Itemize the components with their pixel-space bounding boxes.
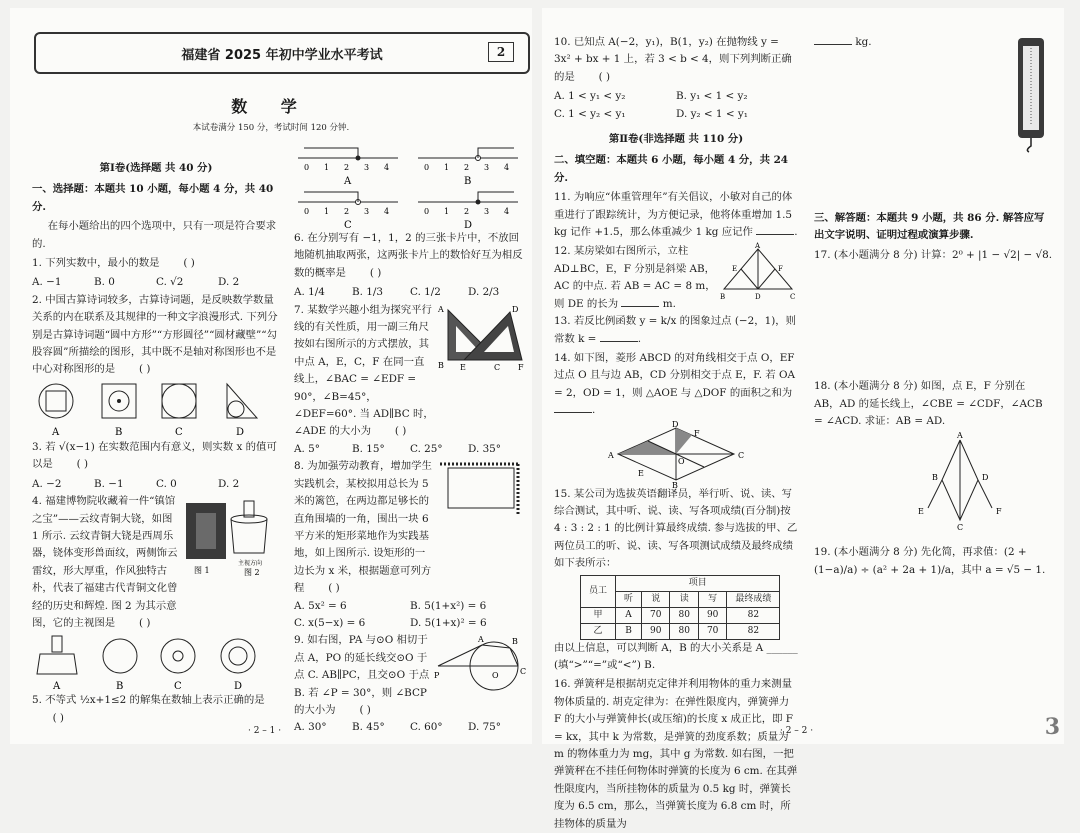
table-group-header: 项目 — [616, 575, 780, 591]
q10-choice-d: D. y₂ < 1 < y₁ — [676, 107, 748, 120]
svg-text:1: 1 — [324, 207, 330, 216]
q14-answer-blank[interactable] — [554, 402, 592, 413]
exam-note: 本试卷满分 150 分，考试时间 120 分钟. — [192, 123, 350, 133]
table-row: 甲 A 70 80 90 82 — [581, 607, 780, 623]
svg-text:F: F — [694, 428, 700, 438]
svg-text:F: F — [518, 362, 524, 372]
q5-label-b: B — [464, 176, 472, 187]
q17-answer-space[interactable] — [814, 266, 1054, 378]
footer-right: · 2 – 2 · — [780, 726, 814, 736]
q10-choice-c: C. 1 < y₂ < y₁ — [554, 107, 626, 120]
svg-text:D: D — [512, 304, 519, 314]
q16-unit-line — [814, 36, 872, 48]
shaded-triangle-aoe — [618, 441, 676, 454]
q5-label-d: D — [464, 220, 473, 231]
spring-scale-hook — [1027, 138, 1031, 152]
svg-text:3: 3 — [364, 163, 370, 172]
question-15 — [554, 486, 798, 573]
q2-label-c: C — [175, 426, 183, 438]
left-column-2 — [294, 144, 526, 737]
svg-text:O: O — [678, 456, 685, 466]
question-3 — [32, 439, 280, 474]
q3-paren: ( ) — [76, 458, 89, 471]
svg-text:E: E — [732, 265, 738, 274]
svg-text:4: 4 — [384, 163, 390, 172]
q5-number-lines — [294, 144, 526, 230]
q6-stem: 6. 在分别写有 −1，1，2 的三张卡片中，不放回地随机抽取两张，这两张卡片上的数恰好互为相反数的概率是 — [294, 232, 523, 279]
table-corner: 员工 — [581, 575, 616, 607]
section1-note: 在每小题给出的四个选项中，只有一项是符合要求的. — [32, 220, 277, 250]
svg-text:1: 1 — [444, 207, 450, 216]
svg-text:B: B — [512, 637, 518, 647]
q16-continued-text — [814, 34, 1010, 206]
exam-page-left — [10, 8, 532, 744]
q7-choice-c: C. 25° — [410, 442, 443, 455]
q9-stem-wrap — [294, 632, 434, 719]
svg-text:D: D — [755, 293, 761, 302]
q4-stem: 4. 福建博物院收藏着一件“镇馆之宝”——云纹青铜大铙，如图 1 所示. 云纹青铜大铙是西周乐器，铙体变形兽面纹，两侧饰云雷纹，形大厚重，作风独特古朴，代表了福建古代青铜文化曾经的历史和辉煌. 图 2 为其示意图，它的主视图是 — [32, 495, 178, 629]
svg-text:B: B — [720, 293, 726, 302]
q8-fence-figure — [434, 458, 526, 518]
q2-label-d: D — [236, 426, 245, 438]
q2-label-a: A — [52, 426, 60, 438]
svg-text:D: D — [982, 473, 989, 483]
svg-text:0: 0 — [424, 163, 430, 172]
q4-fig2-direction: 主视方向 — [238, 560, 263, 568]
svg-text:3: 3 — [364, 207, 370, 216]
q15-score-table — [580, 575, 780, 640]
question-1 — [32, 255, 280, 272]
q1-stem: 1. 下列实数中，最小的数是 — [32, 257, 160, 270]
svg-text:2: 2 — [464, 163, 470, 172]
q11-stem: 11. 为响应“体重管理年”有关倡议，小敏对自己的体重进行了跟踪统计，为方便记录，他将体重增加 1.5 kg 记作 +1.5，那么体重减少 1 kg 应记作 — [554, 191, 793, 239]
q13-answer-blank[interactable] — [600, 331, 638, 342]
q12-beam-figure — [718, 243, 798, 303]
q2-figures — [32, 381, 272, 439]
q8-paren: ( ) — [328, 582, 340, 595]
q7-stem-wrap — [294, 302, 434, 441]
table-row — [581, 575, 780, 591]
svg-text:C: C — [520, 667, 527, 677]
q5-stem: 5. 不等式 ½x+1≤2 的解集在数轴上表示正确的是 — [32, 694, 265, 707]
exam-title: 福建省 2025 年初中学业水平考试 — [181, 48, 383, 63]
q4-label-d: D — [234, 681, 243, 693]
svg-text:C: C — [957, 523, 964, 533]
question-13: 13. 若反比例函数 y = k/x 的图象过点 (−2，1)，则常数 k = . — [554, 315, 797, 345]
svg-text:O: O — [492, 671, 499, 681]
q1-choices — [32, 274, 280, 291]
question-9 — [294, 632, 526, 719]
q18-figure — [814, 431, 1054, 533]
exam-number-box: 2 — [488, 42, 514, 62]
q10-choice-b: B. y₁ < 1 < y₂ — [676, 90, 748, 103]
q6-paren: ( ) — [369, 266, 382, 279]
q15-stem: 15. 某公司为选拔英语翻译员，举行听、说、读、写综合测试，其中听、说、读、写各项成绩(百分制)按 4 : 3 : 2 : 1 的比例计算最终成绩. 参与选拔的甲、乙两位员工的听、说、读、写各项测试成绩及最终成绩如下表所示： — [554, 487, 798, 570]
q2-figure-c — [162, 384, 196, 418]
svg-text:A: A — [957, 431, 963, 441]
q9-paren: ( ) — [359, 703, 371, 716]
q4-figures — [182, 493, 278, 583]
q3-choice-b: B. −1 — [94, 477, 124, 490]
svg-text:4: 4 — [384, 207, 390, 216]
q4-paren: ( ) — [139, 616, 151, 629]
svg-text:3: 3 — [484, 163, 490, 172]
q4-fig2-body — [231, 519, 267, 553]
question-8 — [294, 458, 526, 597]
q7-choice-a: A. 5° — [294, 442, 320, 455]
q9-circle-figure — [434, 632, 526, 702]
svg-text:0: 0 — [424, 207, 430, 216]
q2-figure-d — [227, 384, 257, 418]
q9-choices — [294, 719, 526, 736]
q16-continued — [814, 34, 1054, 206]
svg-text:A: A — [755, 242, 761, 251]
svg-text:0: 0 — [304, 207, 310, 216]
part1-title: 第Ⅰ卷(选择题 共 40 分) — [99, 162, 213, 174]
question-5 — [32, 692, 280, 727]
right-column-2 — [814, 34, 1054, 641]
svg-text:A: A — [478, 635, 484, 645]
q1-choice-d: D. 2 — [218, 276, 240, 289]
q8-choice-c: C. x(5−x) = 6 — [294, 616, 366, 629]
q12-unit: m. — [662, 297, 676, 310]
svg-text:C: C — [494, 362, 501, 372]
q1-choice-c: C. √2 — [156, 276, 184, 289]
q9-choice-a: A. 30° — [294, 721, 327, 734]
q5-paren: ( ) — [52, 711, 64, 724]
q4-choice-d-figure — [221, 639, 255, 673]
q5-line-b — [418, 148, 518, 187]
question-17: 17. (本小题满分 8 分) 计算：2⁰ + |1 − √2| − √8. — [814, 248, 1053, 261]
section3-heading: 三、解答题：本题共 9 小题，共 86 分. 解答应写出文字说明、证明过程或演算步骤. — [814, 212, 1045, 242]
q10-stem: 10. 已知点 A(−2，y₁)，B(1，y₂) 在抛物线 y = 3x² + bx + 1 上，若 3 < b < 4，则下列判断正确的是 — [554, 36, 792, 83]
q12-stem: 12. 某房梁如右图所示，立柱 AD⊥BC，E，F 分别是斜梁 AB，AC 的中点. 若 AB = AC = 8 m，则 DE 的长为 — [554, 245, 716, 310]
svg-text:E: E — [638, 468, 644, 478]
svg-text:4: 4 — [504, 163, 510, 172]
svg-text:D: D — [672, 419, 679, 429]
q7-choice-d: D. 35° — [468, 442, 501, 455]
question-7 — [294, 302, 526, 441]
svg-text:2: 2 — [344, 207, 350, 216]
svg-text:1: 1 — [324, 163, 330, 172]
q1-paren: ( ) — [183, 257, 195, 270]
svg-text:B: B — [932, 473, 938, 483]
q2-label-b: B — [115, 426, 123, 438]
spring-scale-figure — [1010, 34, 1050, 154]
page-number: 3 — [1044, 714, 1060, 740]
q2-paren: ( ) — [139, 363, 151, 376]
footer-left: · 2 – 1 · — [248, 726, 282, 736]
svg-text:4: 4 — [504, 207, 510, 216]
q4-fig2-label: 图 2 — [244, 568, 260, 578]
question-14: 14. 如下图，菱形 ABCD 的对角线相交于点 O，EF 过点 O 且与边 AB，CD 分别相交于点 E，F. 若 OA = 2，OD = 1，则 △AOE 与 △DOF 的面积之和为 . — [554, 351, 796, 417]
q9-choice-b: B. 45° — [352, 721, 385, 734]
q4-label-b: B — [116, 681, 124, 693]
question-10 — [554, 34, 798, 86]
q15-after-text: 由以上信息，可以判断 A，B 的大小关系是 A ______ (填“>”“=”或“<”) B. — [554, 641, 798, 671]
q4-choice-figures — [32, 632, 272, 692]
q9-choice-c: C. 60° — [410, 721, 443, 734]
q10-choices — [554, 88, 798, 123]
q3-choices — [32, 476, 280, 493]
q1-choice-b: B. 0 — [94, 276, 115, 289]
q8-choice-b: B. 5(1+x²) = 6 — [410, 599, 487, 612]
svg-text:B: B — [438, 360, 444, 370]
exam-page-right — [542, 8, 1064, 830]
question-11: 11. 为响应“体重管理年”有关倡议，小敏对自己的体重进行了跟踪统计，为方便记录，他将体重增加 1.5 kg 记作 +1.5，那么体重减少 1 kg 应记作 . — [554, 191, 798, 239]
svg-text:2: 2 — [464, 207, 470, 216]
q18-answer-space[interactable] — [814, 522, 1054, 544]
q16-answer-blank[interactable] — [814, 34, 852, 45]
svg-text:P: P — [434, 671, 440, 681]
q4-choice-a-figure — [37, 636, 77, 674]
q3-choice-d: D. 2 — [218, 477, 240, 490]
question-4 — [32, 493, 280, 632]
svg-text:A: A — [608, 450, 614, 460]
q7-triangles-figure — [434, 302, 526, 376]
section2-heading: 二、填空题：本题共 6 小题，每小题 4 分，共 24 分. — [554, 154, 789, 184]
table-row: 听 说 读 写 最终成绩 — [581, 591, 780, 607]
q8-choices — [294, 598, 526, 633]
question-19: 19. (本小题满分 8 分) 先化简，再求值：(2 + (1−a)/a) ÷ (a² + 2a + 1)/a，其中 a = √5 − 1. — [814, 546, 1046, 576]
q11-answer-blank[interactable] — [756, 224, 794, 235]
q19-answer-space[interactable] — [814, 581, 1054, 641]
q8-choice-a: A. 5x² = 6 — [294, 599, 347, 612]
q14-stem: 14. 如下图，菱形 ABCD 的对角线相交于点 O，EF 过点 O 且与边 AB，CD 分别相交于点 E，F. 若 OA = 2，OD = 1，则 △AOE 与 △DOF 的面积之和为 — [554, 351, 796, 399]
part2-title: 第Ⅱ卷(非选择题 共 110 分) — [608, 133, 744, 146]
q7-paren: ( ) — [394, 425, 407, 438]
q6-choice-b: B. 1/3 — [352, 286, 383, 299]
question-2 — [32, 292, 280, 379]
q8-choice-d: D. 5(1+x)² = 6 — [410, 616, 487, 629]
q4-label-c: C — [174, 681, 182, 693]
q14-rhombus-figure — [554, 419, 798, 490]
q2-figure-a — [39, 384, 73, 418]
svg-text:C: C — [790, 293, 796, 302]
svg-text:E: E — [918, 507, 924, 517]
q5-line-d — [418, 192, 518, 231]
q5-line-c — [298, 192, 398, 231]
q4-fig1-label: 图 1 — [194, 566, 210, 576]
q4-label-a: A — [53, 681, 61, 693]
q3-choice-c: C. 0 — [156, 477, 177, 490]
q13-stem: 13. 若反比例函数 y = k/x 的图象过点 (−2，1)，则常数 k = — [554, 315, 797, 345]
q8-stem-wrap — [294, 458, 434, 597]
q3-stem: 3. 若 √(x−1) 在实数范围内有意义，则实数 x 的值可以是 — [32, 440, 277, 471]
q16-stem: 16. 弹簧秤是根据胡克定律并利用物体的重力来测量物体质量的. 胡克定律为：在弹性限度内，弹簧弹力 F 的大小与弹簧伸长(或压缩)的长度 x 成正比，即 F = kx，其中 k 为常数，是弹簧的劲度系数；质量为 m 的物体重力为 mg，其中 g 为常数. 如右图，一把弹簧秤在不挂任何物体时弹簧的长度为 6 cm. 在其弹性限度内，当所挂物体的质量为 0.5 kg 时，弹簧长度为 6.5 cm，那么，当弹簧长度为 6.8 cm 时，所挂物体的质量为 — [554, 678, 798, 830]
q12-answer-blank[interactable] — [621, 296, 659, 307]
q3-choice-a: A. −2 — [32, 477, 62, 490]
q6-choice-c: C. 1/2 — [410, 286, 441, 299]
q2-stem: 2. 中国古算诗词较多，古算诗词题，是反映数学数量关系的内在联系及其规律的一种文字浪漫形式. 下列分别是古算诗词题“圆中方形”“方形圆径”“圆材藏壁”“勾股容圆”所描绘的图形，其中既不是轴对称图形也不是中心对称图形的是 — [32, 293, 278, 376]
q10-paren: ( ) — [598, 70, 611, 83]
q5-label-a: A — [344, 176, 352, 187]
q4-stem-wrap — [32, 493, 182, 632]
svg-text:0: 0 — [304, 163, 310, 172]
shaded-triangle-dof — [676, 428, 692, 454]
q5-line-a — [298, 148, 398, 187]
q9-choice-d: D. 75° — [468, 721, 501, 734]
q4-choice-b-figure — [103, 639, 137, 673]
svg-text:3: 3 — [484, 207, 490, 216]
q5-label-c: C — [344, 220, 352, 231]
q6-choice-d: D. 2/3 — [468, 286, 500, 299]
q7-choices — [294, 441, 526, 458]
q8-stem: 8. 为加强劳动教育，增加学生实践机会，某校拟用总长为 5 米的篱笆，在两边都足够长的直角围墙的一角，围出一块 6 平方米的矩形菜地作为实践基地，如上图所示. 设矩形的一边长为 x 米，根据题意可列方程 — [294, 460, 432, 595]
question-18: 18. (本小题满分 8 分) 如图，点 E，F 分别在 AB，AD 的延长线上，∠CBE = ∠CDF，∠ACB = ∠ACD. 求证：AB = AD. — [814, 380, 1043, 428]
q6-choice-a: A. 1/4 — [294, 286, 325, 299]
svg-text:A: A — [438, 304, 444, 314]
svg-text:E: E — [460, 362, 466, 372]
svg-text:B: B — [672, 480, 678, 490]
q12-stem-wrap — [554, 243, 718, 313]
svg-text:1: 1 — [444, 163, 450, 172]
q10-choice-a: A. 1 < y₁ < y₂ — [554, 90, 626, 103]
section1-heading: 一、选择题：本题共 10 小题，每小题 4 分，共 40 分. — [32, 183, 274, 213]
question-6 — [294, 230, 526, 282]
question-12 — [554, 243, 798, 313]
q7-stem: 7. 某数学兴趣小组为探究平行线的有关性质，用一副三角尺按如右图所示的方式摆放，其中点 A，E，C，F 在同一直线上，∠BAC = ∠EDF = 90°，∠B=45°，∠DEF=60°. 当 AD∥BC 时，∠ADE 的大小为 — [294, 303, 434, 438]
svg-text:F: F — [996, 507, 1002, 517]
table-row: 乙 B 90 80 70 82 — [581, 623, 780, 639]
q6-choices — [294, 284, 526, 301]
vegetable-plot — [448, 468, 514, 508]
svg-text:F: F — [778, 265, 783, 274]
q2-figure-b — [102, 384, 136, 418]
exam-header — [34, 32, 530, 74]
left-column-1 — [32, 158, 280, 729]
q4-choice-c-figure — [161, 639, 195, 673]
q7-choice-b: B. 15° — [352, 442, 385, 455]
q16-unit: kg. — [855, 36, 872, 48]
q9-stem: 9. 如右图，PA 与⊙O 相切于点 A，PO 的延长线交⊙O 于点 C. AB∥PC，且交⊙O 于点 B. 若 ∠P = 30°，则 ∠BCP 的大小为 — [294, 634, 430, 716]
svg-text:2: 2 — [344, 163, 350, 172]
svg-text:C: C — [738, 450, 745, 460]
subject-title: 数 学 — [231, 97, 311, 116]
q1-choice-a: A. −1 — [32, 276, 62, 289]
